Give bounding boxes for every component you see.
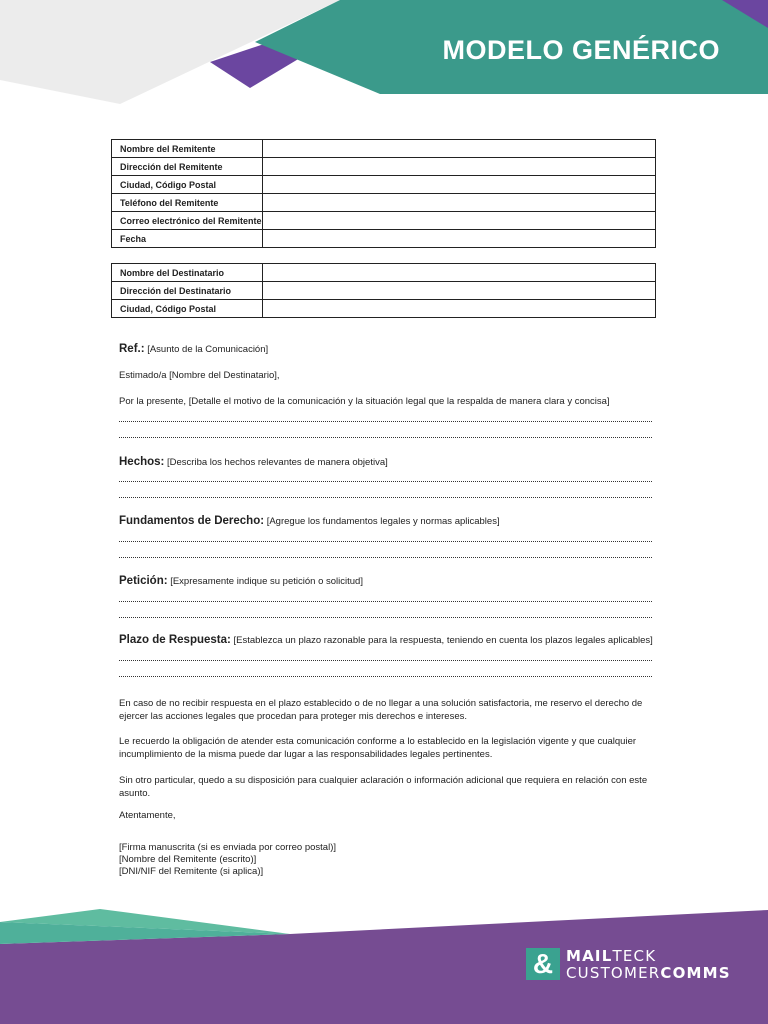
plazo-line [119,634,653,646]
sender-table [111,139,656,248]
signature-line: [Nombre del Remitente (escrito)] [119,854,257,865]
logo-customer: CUSTOMER [566,964,661,982]
logo-comms: COMMS [660,964,731,982]
dotted-line [119,541,652,542]
paragraph-disposicion: Sin otro particular, quedo a su disposición para cualquier aclaración o información adicional que requiera en relación con este asunto. [119,775,648,799]
document-title: MODELO GENÉRICO [442,35,720,65]
logo-mail: MAIL [566,947,613,965]
plazo-label: Plazo de Respuesta: [119,634,231,646]
dotted-line [119,421,652,422]
peticion-line [119,575,363,587]
dotted-line [119,437,652,438]
field-label: Nombre del Destinatario [112,264,263,282]
paragraph-reserva: En caso de no recibir respuesta en el plazo establecido o de no llegar a una solución satisfactoria, me reservo el derecho de ejercer las acciones legales que procedan para proteger mis derechos e intereses. [119,698,643,722]
dotted-line [119,557,652,558]
table-row [112,230,656,248]
dotted-line [119,481,652,482]
table-row [112,282,656,300]
signature-line: [Firma manuscrita (si es enviada por correo postal)] [119,842,336,853]
hechos-label: Hechos: [119,456,165,468]
field-value [263,194,656,212]
ref-text: [Asunto de la Comunicación] [144,344,269,355]
hechos-text: [Describa los hechos relevantes de manera objetiva] [164,457,388,468]
field-label: Dirección del Destinatario [112,282,263,300]
ampersand-logo-icon: & [526,948,560,980]
greeting: Estimado/a [Nombre del Destinatario], [119,370,280,381]
field-value [263,140,656,158]
field-value [263,158,656,176]
table-row [112,212,656,230]
peticion-label: Petición: [119,575,168,587]
fundamentos-label: Fundamentos de Derecho: [119,515,265,527]
dotted-line [119,617,652,618]
fundamentos-line [119,515,500,527]
field-label: Nombre del Remitente [112,140,263,158]
dotted-line [119,601,652,602]
field-value [263,300,656,318]
field-label: Ciudad, Código Postal [112,176,263,194]
field-value [263,264,656,282]
field-value [263,212,656,230]
table-row [112,158,656,176]
fundamentos-text: [Agregue los fundamentos legales y normas aplicables] [264,516,500,527]
table-row [112,194,656,212]
table-row [112,264,656,282]
dotted-line [119,497,652,498]
paragraph-obligacion: Le recuerdo la obligación de atender esta comunicación conforme a lo establecido en la legislación vigente y que cualquier incumplimiento de la misma puede dar lugar a las responsabilidades legales pertinentes. [119,736,637,760]
field-label: Correo electrónico del Remitente [112,212,263,230]
closing: Atentamente, [119,810,176,821]
logo-line-1 [566,947,656,965]
plazo-text: [Establezca un plazo razonable para la respuesta, teniendo en cuenta los plazos legales aplicables] [230,635,653,646]
table-row [112,140,656,158]
dotted-line [119,660,652,661]
recipient-table [111,263,656,318]
intro-line: Por la presente, [Detalle el motivo de la comunicación y la situación legal que la respalda de manera clara y concisa] [119,396,610,407]
field-label: Ciudad, Código Postal [112,300,263,318]
logo-line-2 [566,964,731,982]
field-value [263,282,656,300]
peticion-text: [Expresamente indique su petición o solicitud] [167,576,363,587]
hechos-line [119,456,388,468]
field-label: Fecha [112,230,263,248]
signature-line: [DNI/NIF del Remitente (si aplica)] [119,866,264,877]
dotted-line [119,676,652,677]
field-label: Teléfono del Remitente [112,194,263,212]
ref-line [119,343,268,355]
field-value [263,230,656,248]
logo-teck: TECK [612,947,657,965]
field-value [263,176,656,194]
table-row [112,300,656,318]
field-label: Dirección del Remitente [112,158,263,176]
ref-label: Ref.: [119,343,145,355]
table-row [112,176,656,194]
